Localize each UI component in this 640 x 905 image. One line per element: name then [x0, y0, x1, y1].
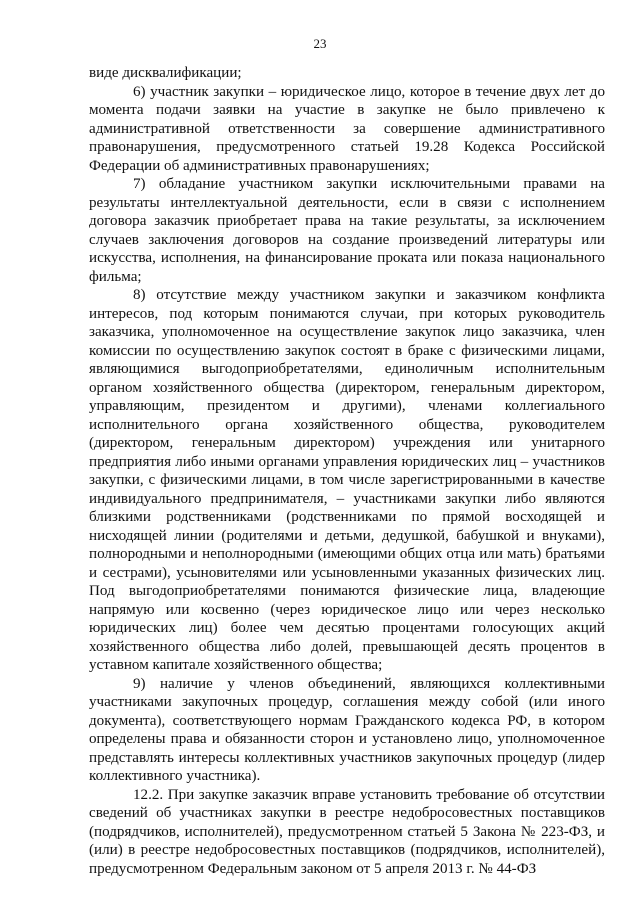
paragraph-section-12-2: 12.2. При закупке заказчик вправе установить требование об отсутствии сведений об участниках закупки в реестре недобросовестных поставщиков (подрядчиков, исполнителей), предусмотренном статьей 5 Закона № 223-ФЗ, и (или) в реестре недобросовестных поставщиков (подрядчиков, исполнителей), предусмотренном Федеральным законом от 5 апреля 2013 г. № 44-ФЗ	[89, 786, 605, 877]
document-body	[89, 64, 605, 878]
page-number: 23	[313, 36, 327, 51]
paragraph-item-7: 7) обладание участником закупки исключительными правами на результаты интеллектуальной деятельности, если в связи с исполнением договора заказчик приобретает права на такие результаты, за исключением случаев заключения договоров на создание произведений литературы или искусства, исполнения, на финансирование проката или показа национального фильма;	[89, 176, 605, 285]
paragraph-item-9: 9) наличие у членов объединений, являющихся коллективными участниками закупочных процедур, соглашения между собой (или иного документа), соответствующего нормам Гражданского кодекса РФ, в котором определены права и обязанности сторон и установлено лицо, уполномоченное представлять интересы коллективных участников закупочных процедур (лидер коллективного участника).	[89, 675, 605, 784]
paragraph-item-8: 8) отсутствие между участником закупки и заказчиком конфликта интересов, под которым понимаются случаи, при которых руководитель заказчика, уполномоченное на осуществление закупок лицо заказчика, член комиссии по осуществлению закупок состоят в браке с физическими лицами, являющимися выгодоприобретателями, единоличным исполнительным органом хозяйственного общества (директором, генеральным директором, управляющим, президентом и другими), членами коллегиального исполнительного органа хозяйственного общества, руководителем (директором, генеральным директором) учреждения или унитарного предприятия либо иными органами управления юридических лиц – участников закупки, с физическими лицами, в том числе зарегистрированными в качестве индивидуального предпринимателя, – участниками закупки либо являются близкими родственниками (родственниками по прямой восходящей и нисходящей линии (родителями и детьми, дедушкой, бабушкой и внуками), полнородными и неполнородными (имеющими общих отца или мать) братьями и сестрами), усыновителями или усыновленными указанных физических лиц. Под выгодоприобретателями понимаются физические лица, владеющие напрямую или косвенно (через юридическое лицо или через несколько юридических лиц) более чем десятью процентами голосующих акций хозяйственного общества либо долей, превышающей десять процентов в уставном капитале хозяйственного общества;	[89, 287, 605, 673]
paragraph-continuation: виде дисквалификации;	[89, 65, 242, 81]
paragraph-item-6: 6) участник закупки – юридическое лицо, которое в течение двух лет до момента подачи заявки на участие в закупке не было привлечено к административной ответственности за совершение административного правонарушения, предусмотренного статьей 19.28 Кодекса Российской Федерации об административных правонарушениях;	[89, 83, 605, 174]
